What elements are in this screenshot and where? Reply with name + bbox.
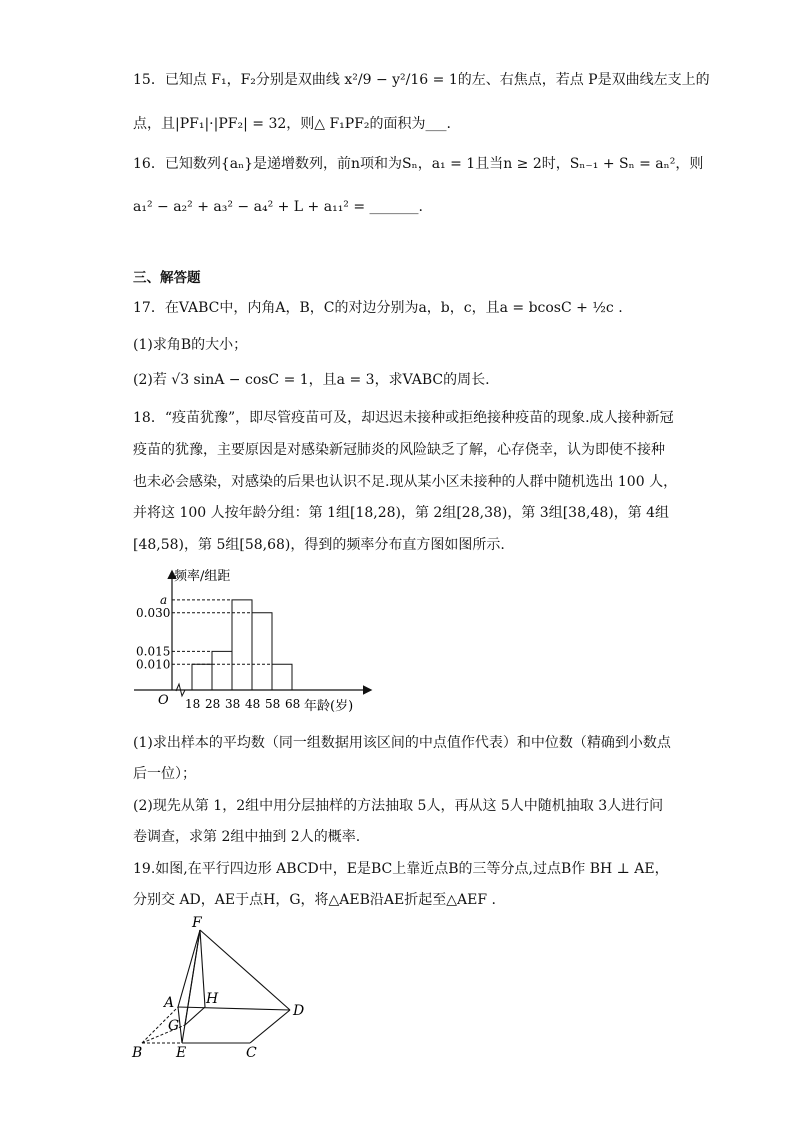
bar-2 bbox=[212, 651, 232, 690]
q17-stem: 17．在VABC中，内角A，B，C的对边分别为a，b，c，且a = bcosC + ½c . bbox=[133, 300, 623, 316]
edge-FA bbox=[178, 930, 200, 1007]
label-E: E bbox=[176, 1045, 187, 1060]
y-axis-label: 频率/组距 bbox=[174, 569, 231, 584]
q17-part2: (2)若 √3 sinA − cosC = 1，且a = 3，求VABC的周长. bbox=[133, 372, 490, 388]
label-H: H bbox=[206, 991, 219, 1007]
x-tick-58: 58 bbox=[265, 697, 281, 711]
q18-line4: 并将这 100 人按年龄分组：第 1组[18,28)，第 2组[28,38)，第 3组[38,48)，第 4组 bbox=[133, 505, 670, 521]
edge-AD bbox=[178, 1007, 290, 1010]
x-axis-label: 年龄(岁) bbox=[304, 699, 354, 714]
x-tick-48: 48 bbox=[245, 697, 261, 711]
edge-DC bbox=[250, 1010, 290, 1043]
q17-part1: (1)求角B的大小； bbox=[133, 337, 248, 353]
q18-line5: [48,58)，第 5组[58,68)，得到的频率分布直方图如图所示. bbox=[133, 537, 505, 553]
y-tick-a: a bbox=[160, 592, 168, 607]
bar-3 bbox=[232, 600, 252, 690]
bar-4 bbox=[252, 613, 272, 690]
q18-line1: 18．“疫苗犹豫”，即尽管疫苗可及，却迟迟未接种或拒绝接种疫苗的现象.成人接种新冠 bbox=[133, 410, 674, 426]
q15-line2: 点，且|PF₁|·|PF₂| = 32，则△ F₁PF₂的面积为___. bbox=[133, 116, 451, 132]
label-C: C bbox=[246, 1045, 257, 1060]
edge-GH bbox=[185, 1007, 205, 1025]
x-tick-18: 18 bbox=[185, 697, 201, 711]
q19-line2: 分别交 AD，AE于点H，G，将△AEB沿AE折起至△AEF . bbox=[133, 892, 496, 908]
label-B: B bbox=[132, 1045, 143, 1060]
geometry-figure bbox=[130, 915, 330, 1060]
q15-line1: 15．已知点 F₁，F₂分别是双曲线 x²/9 − y²/16 = 1的左、右焦点，若点 P是双曲线左支上的 bbox=[133, 72, 710, 88]
x-tick-38: 38 bbox=[225, 697, 241, 711]
edge-FH bbox=[200, 930, 205, 1007]
frequency-histogram bbox=[120, 560, 380, 720]
q18-line3: 也未必会感染，对感染的后果也认识不足.现从某小区未接种的人群中随机选出 100 人， bbox=[133, 474, 678, 490]
q16-line1: 16．已知数列{aₙ}是递增数列，前n项和为Sₙ，a₁ = 1且当n ≥ 2时，Sₙ₋₁ + Sₙ = aₙ²，则 bbox=[133, 156, 704, 172]
bar-1 bbox=[192, 664, 212, 690]
origin-label: O bbox=[158, 693, 169, 708]
y-tick-0.015: 0.015 bbox=[136, 644, 171, 659]
q18-part2-a: (2)现先从第 1，2组中用分层抽样的方法抽取 5人，再从这 5人中随机抽取 3人进行问 bbox=[133, 798, 664, 814]
y-tick-0.030: 0.030 bbox=[136, 605, 171, 620]
label-A: A bbox=[164, 995, 175, 1011]
bar-5 bbox=[272, 664, 292, 690]
q18-line2: 疫苗的犹豫，主要原因是对感染新冠肺炎的风险缺乏了解，心存侥幸，认为即使不接种 bbox=[133, 442, 665, 458]
q18-part1-b: 后一位）； bbox=[133, 766, 196, 782]
q18-part1-a: (1)求出样本的平均数（同一组数据用该区间的中点值作代表）和中位数（精确到小数点 bbox=[133, 735, 671, 751]
q16-line2: a₁² − a₂² + a₃² − a₄² + L + a₁₁² = _______. bbox=[133, 199, 424, 215]
q18-part2-b: 卷调查，求第 2组中抽到 2人的概率. bbox=[133, 829, 361, 845]
x-tick-28: 28 bbox=[205, 697, 221, 711]
edge-FE bbox=[182, 930, 200, 1043]
y-tick-0.010: 0.010 bbox=[136, 657, 171, 672]
label-D: D bbox=[293, 1003, 305, 1019]
label-F: F bbox=[192, 915, 202, 931]
q19-line1: 19.如图,在平行四边形 ABCD中，E是BC上靠近点B的三等分点,过点B作 BH ⊥ AE， bbox=[133, 861, 669, 877]
label-G: G bbox=[168, 1018, 180, 1034]
x-tick-68: 68 bbox=[285, 697, 301, 711]
section-title: 三、解答题 bbox=[133, 270, 201, 286]
